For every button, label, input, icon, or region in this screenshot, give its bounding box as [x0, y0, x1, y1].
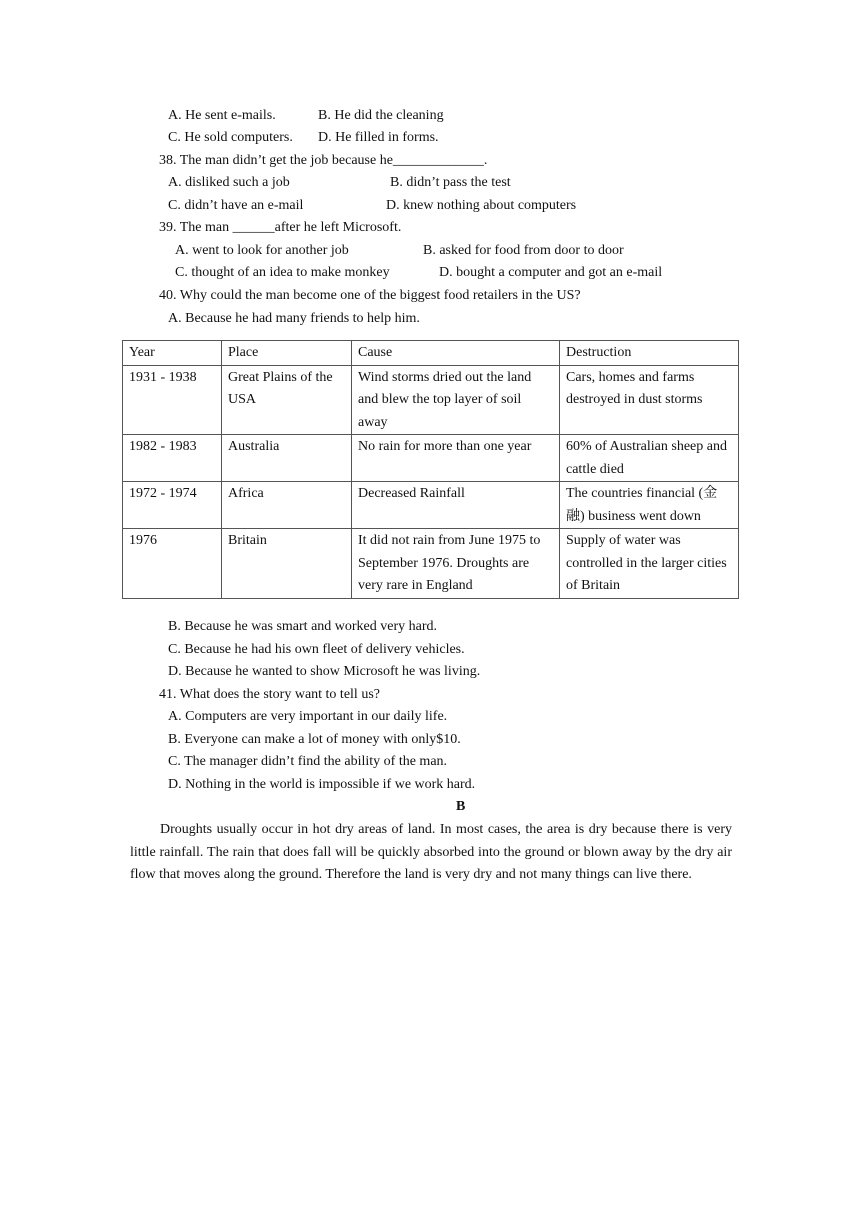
- section-b-heading: B: [456, 799, 466, 814]
- q39-option-a: A. went to look for another job: [175, 243, 349, 258]
- cell-place: Britain: [222, 529, 352, 599]
- cell-place: Great Plains of the USA: [222, 365, 352, 435]
- table-row: [123, 435, 739, 482]
- q41-stem: 41. What does the story want to tell us?: [159, 687, 380, 702]
- section-b-paragraph: Droughts usually occur in hot dry areas of land. In most cases, the area is dry because there is very little rainfall. The rain that does fall will be quickly absorbed into the ground or blown away by the dry air flow that moves along the ground. Therefore the land is very dry and not many things can live there.: [130, 822, 732, 882]
- header-place: Place: [222, 341, 352, 366]
- q38-option-d: D. knew nothing about computers: [386, 198, 577, 213]
- cell-cause: Decreased Rainfall: [352, 482, 560, 529]
- q38-option-b: B. didn’t pass the test: [390, 175, 511, 190]
- q41-option-b: B. Everyone can make a lot of money with only$10.: [168, 732, 461, 747]
- drought-table: [122, 340, 739, 599]
- q41-option-a: A. Computers are very important in our daily life.: [168, 709, 448, 724]
- q40-option-c: C. Because he had his own fleet of delivery vehicles.: [168, 642, 465, 657]
- cell-destruction: The countries financial (金融) business went down: [560, 482, 739, 529]
- table-row: [123, 365, 739, 435]
- cell-cause: It did not rain from June 1975 to September 1976. Droughts are very rare in England: [352, 529, 560, 599]
- q37-option-d: D. He filled in forms.: [318, 130, 439, 145]
- q38-option-c: C. didn’t have an e-mail: [168, 198, 304, 213]
- cell-year: 1976: [123, 529, 222, 599]
- cell-cause: Wind storms dried out the land and blew the top layer of soil away: [352, 365, 560, 435]
- header-cause: Cause: [352, 341, 560, 366]
- q39-option-d: D. bought a computer and got an e-mail: [439, 265, 663, 280]
- table-header-row: [123, 341, 739, 366]
- cell-destruction: 60% of Australian sheep and cattle died: [560, 435, 739, 482]
- cell-year: 1982 - 1983: [123, 435, 222, 482]
- q41-option-d: D. Nothing in the world is impossible if we work hard.: [168, 777, 476, 792]
- cell-destruction: Supply of water was controlled in the larger cities of Britain: [560, 529, 739, 599]
- cell-place: Africa: [222, 482, 352, 529]
- q40-option-b: B. Because he was smart and worked very hard.: [168, 619, 438, 634]
- cell-destruction: Cars, homes and farms destroyed in dust storms: [560, 365, 739, 435]
- q38-option-a: A. disliked such a job: [168, 175, 290, 190]
- cell-year: 1931 - 1938: [123, 365, 222, 435]
- q41-option-c: C. The manager didn’t find the ability of the man.: [168, 754, 448, 769]
- header-year: Year: [123, 341, 222, 366]
- q37-option-b: B. He did the cleaning: [318, 108, 444, 123]
- q39-option-c: C. thought of an idea to make monkey: [175, 265, 390, 280]
- table-row: [123, 482, 739, 529]
- q40-option-a: A. Because he had many friends to help him.: [168, 311, 420, 326]
- cell-cause: No rain for more than one year: [352, 435, 560, 482]
- q40-stem: 40. Why could the man become one of the biggest food retailers in the US?: [159, 288, 581, 303]
- q39-stem: 39. The man ______after he left Microsoft.: [159, 220, 402, 235]
- q39-option-b: B. asked for food from door to door: [423, 243, 624, 258]
- header-destruction: Destruction: [560, 341, 739, 366]
- q40-option-d: D. Because he wanted to show Microsoft he was living.: [168, 664, 481, 679]
- q37-option-a: A. He sent e-mails.: [168, 108, 276, 123]
- table-row: [123, 529, 739, 599]
- cell-year: 1972 - 1974: [123, 482, 222, 529]
- cell-place: Australia: [222, 435, 352, 482]
- q37-option-c: C. He sold computers.: [168, 130, 293, 145]
- q38-stem: 38. The man didn’t get the job because he_____________.: [159, 153, 488, 168]
